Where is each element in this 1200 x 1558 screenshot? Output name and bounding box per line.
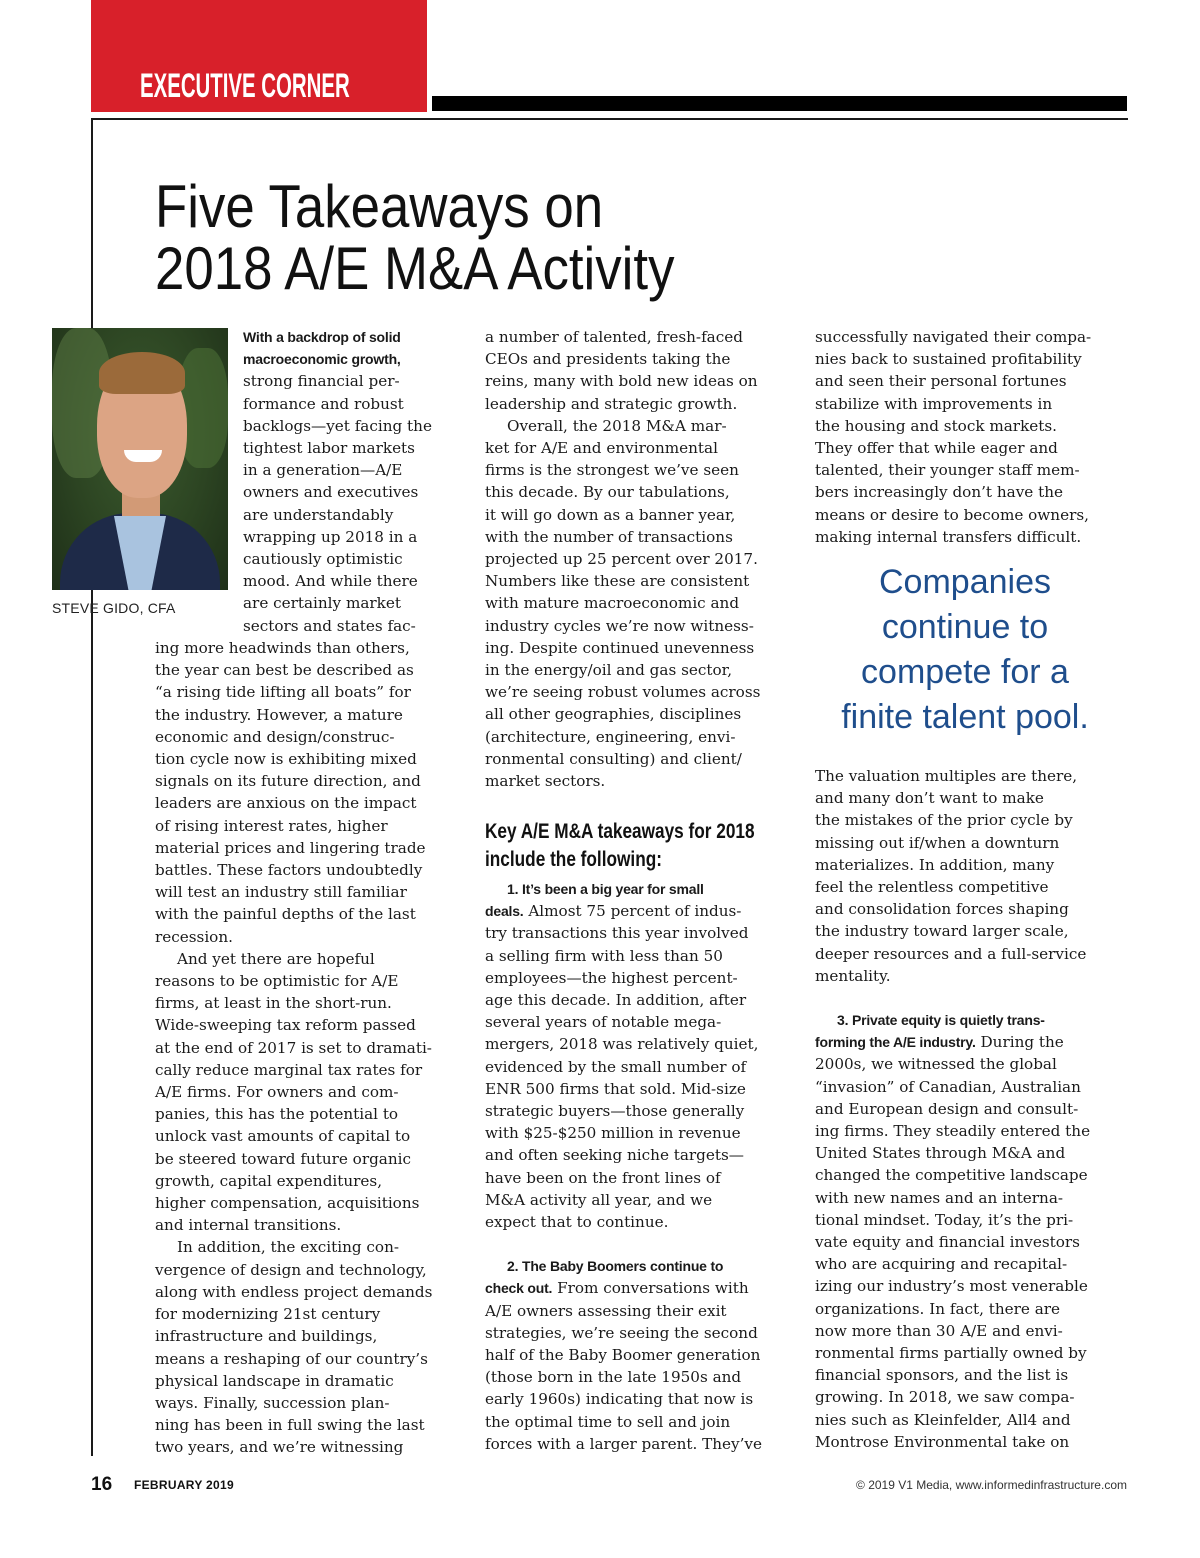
copyright-notice: © 2019 V1 Media, www.informedinfrastructure.com: [856, 1478, 1127, 1492]
text-line: cautiously optimistic: [243, 550, 403, 569]
headline-line: 2018 A/E M&A Activity: [155, 235, 675, 302]
text-line: recession.: [155, 927, 233, 946]
subhead-line: Key A/E M&A takeaways for 2018: [485, 820, 755, 843]
page-number: 16: [91, 1474, 113, 1495]
text-line: A/E firms. For owners and com-: [155, 1083, 399, 1102]
text-line: unlock vast amounts of capital to: [155, 1127, 411, 1146]
text-line: the optimal time to sell and join: [485, 1412, 731, 1431]
text-line: who are acquiring and recapital-: [815, 1255, 1068, 1274]
text-line: in the energy/oil and gas sector,: [485, 661, 733, 680]
text-line: try transactions this year involved: [485, 924, 749, 943]
text-run: From conversations with: [552, 1279, 749, 1298]
column-3-continued: [815, 765, 1115, 1453]
text-line: and internal transitions.: [155, 1216, 342, 1235]
text-line: material prices and lingering trade: [155, 838, 426, 857]
text-line: infrastructure and buildings,: [155, 1327, 378, 1346]
text-line: with new names and an interna-: [815, 1188, 1064, 1207]
text-line: tional mindset. Today, it’s the pri-: [815, 1210, 1074, 1229]
text-line: and seen their personal fortunes: [815, 372, 1067, 391]
text-line: Numbers like these are consistent: [485, 572, 750, 591]
text-line: economic and design/construc-: [155, 727, 395, 746]
text-line: are certainly market: [243, 594, 401, 613]
section-subhead: [485, 818, 755, 874]
text-line: vergence of design and technology,: [155, 1260, 427, 1279]
text-line: materializes. In addition, many: [815, 855, 1055, 874]
text-line: firms, at least in the short-run.: [155, 994, 392, 1013]
pull-quote-line: compete for a: [861, 653, 1069, 691]
text-line: nies back to sustained profitability: [815, 350, 1082, 369]
text-line: growth, capital expenditures,: [155, 1171, 383, 1190]
text-line: be steered toward future organic: [155, 1149, 412, 1168]
text-line: will test an industry still familiar: [155, 883, 407, 902]
text-line: strong financial per-: [243, 372, 400, 391]
text-line: strategic buyers—those generally: [485, 1102, 745, 1121]
text-line: with $25-$250 million in revenue: [485, 1124, 741, 1143]
lead-bold-line: macroeconomic growth,: [243, 351, 401, 368]
takeaway-title: forming the A/E industry.: [815, 1034, 976, 1051]
left-border-rule: [91, 118, 93, 1456]
text-line: M&A activity all year, and we: [485, 1190, 713, 1209]
text-line: employees—the highest percent-: [485, 968, 738, 987]
text-line: In addition, the exciting con-: [177, 1238, 399, 1257]
text-line: cally reduce marginal tax rates for: [155, 1060, 423, 1079]
text-line: industry cycles we’re now witness-: [485, 616, 754, 635]
text-line: all other geographies, disciplines: [485, 705, 742, 724]
lead-bold-line: With a backdrop of solid: [243, 329, 401, 345]
pull-quote-line: finite talent pool.: [841, 698, 1089, 736]
text-line: and many don’t want to make: [815, 789, 1044, 808]
text-line: the housing and stock markets.: [815, 416, 1057, 435]
text-line: this decade. By our tabulations,: [485, 483, 730, 502]
text-line: stabilize with improvements in: [815, 394, 1053, 413]
text-line: They offer that while eager and: [815, 439, 1058, 458]
text-line: organizations. In fact, there are: [815, 1299, 1061, 1318]
text-line: ing more headwinds than others,: [155, 639, 410, 657]
text-line: financial sponsors, and the list is: [815, 1366, 1069, 1385]
text-line: Montrose Environmental take on: [815, 1432, 1070, 1451]
text-line: backlogs—yet facing the: [243, 416, 432, 435]
text-line: ket for A/E and environmental: [485, 439, 718, 458]
text-line: ways. Finally, succession plan-: [155, 1393, 390, 1412]
text-line: (architecture, engineering, envi-: [485, 727, 736, 746]
text-line: a number of talented, fresh-faced: [485, 328, 743, 346]
text-line: now more than 30 A/E and envi-: [815, 1321, 1063, 1340]
text-line: half of the Baby Boomer generation: [485, 1346, 761, 1365]
text-line: reins, many with bold new ideas on: [485, 372, 758, 391]
text-line: (those born in the late 1950s and: [485, 1368, 742, 1387]
text-line: The valuation multiples are there,: [815, 767, 1078, 785]
text-line: United States through M&A and: [815, 1144, 1066, 1163]
pull-quote: [805, 560, 1125, 740]
text-line: growing. In 2018, we saw compa-: [815, 1388, 1075, 1407]
text-line: Overall, the 2018 M&A mar-: [507, 416, 727, 435]
text-line: are understandably: [243, 505, 394, 524]
text-line: wrapping up 2018 in a: [243, 527, 418, 546]
column-3: [815, 326, 1115, 548]
text-line: age this decade. In addition, after: [485, 991, 747, 1010]
takeaway-title: 3. Private equity is quietly trans-: [837, 1012, 1045, 1029]
text-line: And yet there are hopeful: [177, 949, 375, 968]
text-line: battles. These factors undoubtedly: [155, 861, 423, 880]
column-2: [485, 326, 785, 792]
text-line: the industry toward larger scale,: [815, 922, 1069, 941]
text-line: firms is the strongest we’ve seen: [485, 461, 739, 480]
text-line: two years, and we’re witnessing: [155, 1438, 404, 1457]
top-border-rule: [91, 118, 1128, 120]
takeaway-title: deals.: [485, 903, 524, 920]
author-photo: [52, 328, 228, 590]
column-1: [155, 637, 455, 1459]
text-line: leadership and strategic growth.: [485, 394, 738, 413]
text-line: izing our industry’s most venerable: [815, 1277, 1088, 1296]
text-line: ing firms. They steadily entered the: [815, 1122, 1091, 1141]
text-line: projected up 25 percent over 2017.: [485, 550, 758, 569]
text-line: nies such as Kleinfelder, All4 and: [815, 1410, 1071, 1429]
text-line: and European design and consult-: [815, 1099, 1079, 1118]
takeaway-title: check out.: [485, 1280, 553, 1297]
text-line: ENR 500 firms that sold. Mid-size: [485, 1079, 746, 1098]
text-line: CEOs and presidents taking the: [485, 350, 731, 369]
text-line: tightest labor markets: [243, 439, 415, 458]
takeaway-title: 2. The Baby Boomers continue to: [507, 1258, 724, 1275]
text-line: a selling firm with less than 50: [485, 946, 723, 965]
headline-line: Five Takeaways on: [155, 173, 604, 240]
text-line: successfully navigated their compa-: [815, 328, 1092, 346]
text-line: panies, this has the potential to: [155, 1105, 399, 1124]
text-line: physical landscape in dramatic: [155, 1371, 394, 1390]
text-line: signals on its future direction, and: [155, 772, 421, 791]
text-line: vate equity and financial investors: [815, 1233, 1080, 1252]
pull-quote-line: Companies: [879, 563, 1051, 601]
text-line: early 1960s) indicating that now is: [485, 1390, 754, 1409]
lead-paragraph: [243, 326, 465, 637]
article-headline: [155, 173, 947, 302]
takeaway-title: 1. It’s been a big year for small: [507, 881, 704, 897]
text-line: mergers, 2018 was relatively quiet,: [485, 1035, 759, 1054]
text-line: the mistakes of the prior cycle by: [815, 811, 1073, 830]
text-line: the year can best be described as: [155, 661, 414, 680]
text-line: we’re seeing robust volumes across: [485, 683, 761, 702]
text-run: During the: [975, 1033, 1064, 1052]
text-line: higher compensation, acquisitions: [155, 1194, 420, 1213]
text-line: have been on the front lines of: [485, 1168, 721, 1187]
text-line: mentality.: [815, 966, 891, 985]
text-line: leaders are anxious on the impact: [155, 794, 417, 813]
text-line: it will go down as a banner year,: [485, 505, 736, 524]
text-line: for modernizing 21st century: [155, 1305, 381, 1324]
text-line: A/E owners assessing their exit: [485, 1301, 727, 1320]
text-line: ning has been in full swing the last: [155, 1416, 425, 1435]
text-line: expect that to continue.: [485, 1213, 669, 1232]
text-line: owners and executives: [243, 483, 419, 502]
header-rule: [432, 96, 1127, 111]
text-line: the industry. However, a mature: [155, 705, 403, 724]
text-line: of rising interest rates, higher: [155, 816, 388, 835]
text-line: “invasion” of Canadian, Australian: [815, 1077, 1081, 1096]
text-line: missing out if/when a downturn: [815, 833, 1060, 852]
text-line: along with endless project demands: [155, 1282, 433, 1301]
issue-date: FEBRUARY 2019: [134, 1478, 234, 1492]
text-line: 2000s, we witnessed the global: [815, 1055, 1057, 1074]
text-line: market sectors.: [485, 772, 606, 791]
takeaway-1: [485, 878, 785, 1455]
text-line: at the end of 2017 is set to dramati-: [155, 1038, 432, 1057]
text-line: sectors and states fac-: [243, 616, 416, 635]
text-line: formance and robust: [243, 394, 404, 413]
text-line: means a reshaping of our country’s: [155, 1349, 428, 1368]
pull-quote-line: continue to: [881, 608, 1049, 646]
text-line: tion cycle now is exhibiting mixed: [155, 750, 417, 769]
author-caption: STEVE GIDO, CFA: [52, 600, 176, 616]
text-line: with mature macroeconomic and: [485, 594, 740, 613]
text-line: “a rising tide lifting all boats” for: [155, 683, 411, 702]
text-line: several years of notable mega-: [485, 1013, 722, 1032]
text-line: with the painful depths of the last: [155, 905, 416, 924]
text-line: making internal transfers difficult.: [815, 527, 1082, 546]
text-line: ronmental firms partially owned by: [815, 1344, 1087, 1363]
subhead-line: include the following:: [485, 848, 662, 871]
text-line: bers increasingly don’t have the: [815, 483, 1063, 502]
text-line: strategies, we’re seeing the second: [485, 1323, 758, 1342]
text-line: with the number of transactions: [485, 527, 733, 546]
text-line: ronmental consulting) and client/: [485, 749, 742, 768]
text-line: mood. And while there: [243, 572, 418, 591]
text-line: means or desire to become owners,: [815, 505, 1089, 524]
section-label: EXECUTIVE CORNER: [140, 67, 350, 105]
text-line: in a generation—A/E: [243, 461, 403, 480]
text-line: reasons to be optimistic for A/E: [155, 972, 399, 991]
text-line: and consolidation forces shaping: [815, 900, 1069, 919]
text-line: deeper resources and a full-service: [815, 944, 1087, 963]
text-line: Wide-sweeping tax reform passed: [155, 1016, 416, 1035]
text-line: changed the competitive landscape: [815, 1166, 1088, 1185]
text-line: forces with a larger parent. They’ve: [485, 1434, 763, 1453]
text-line: evidenced by the small number of: [485, 1057, 747, 1076]
text-line: feel the relentless competitive: [815, 878, 1049, 897]
text-line: talented, their younger staff mem-: [815, 461, 1080, 480]
text-line: and often seeking niche targets—: [485, 1146, 744, 1165]
text-run: Almost 75 percent of indus-: [523, 902, 742, 921]
text-line: ing. Despite continued unevenness: [485, 638, 755, 657]
